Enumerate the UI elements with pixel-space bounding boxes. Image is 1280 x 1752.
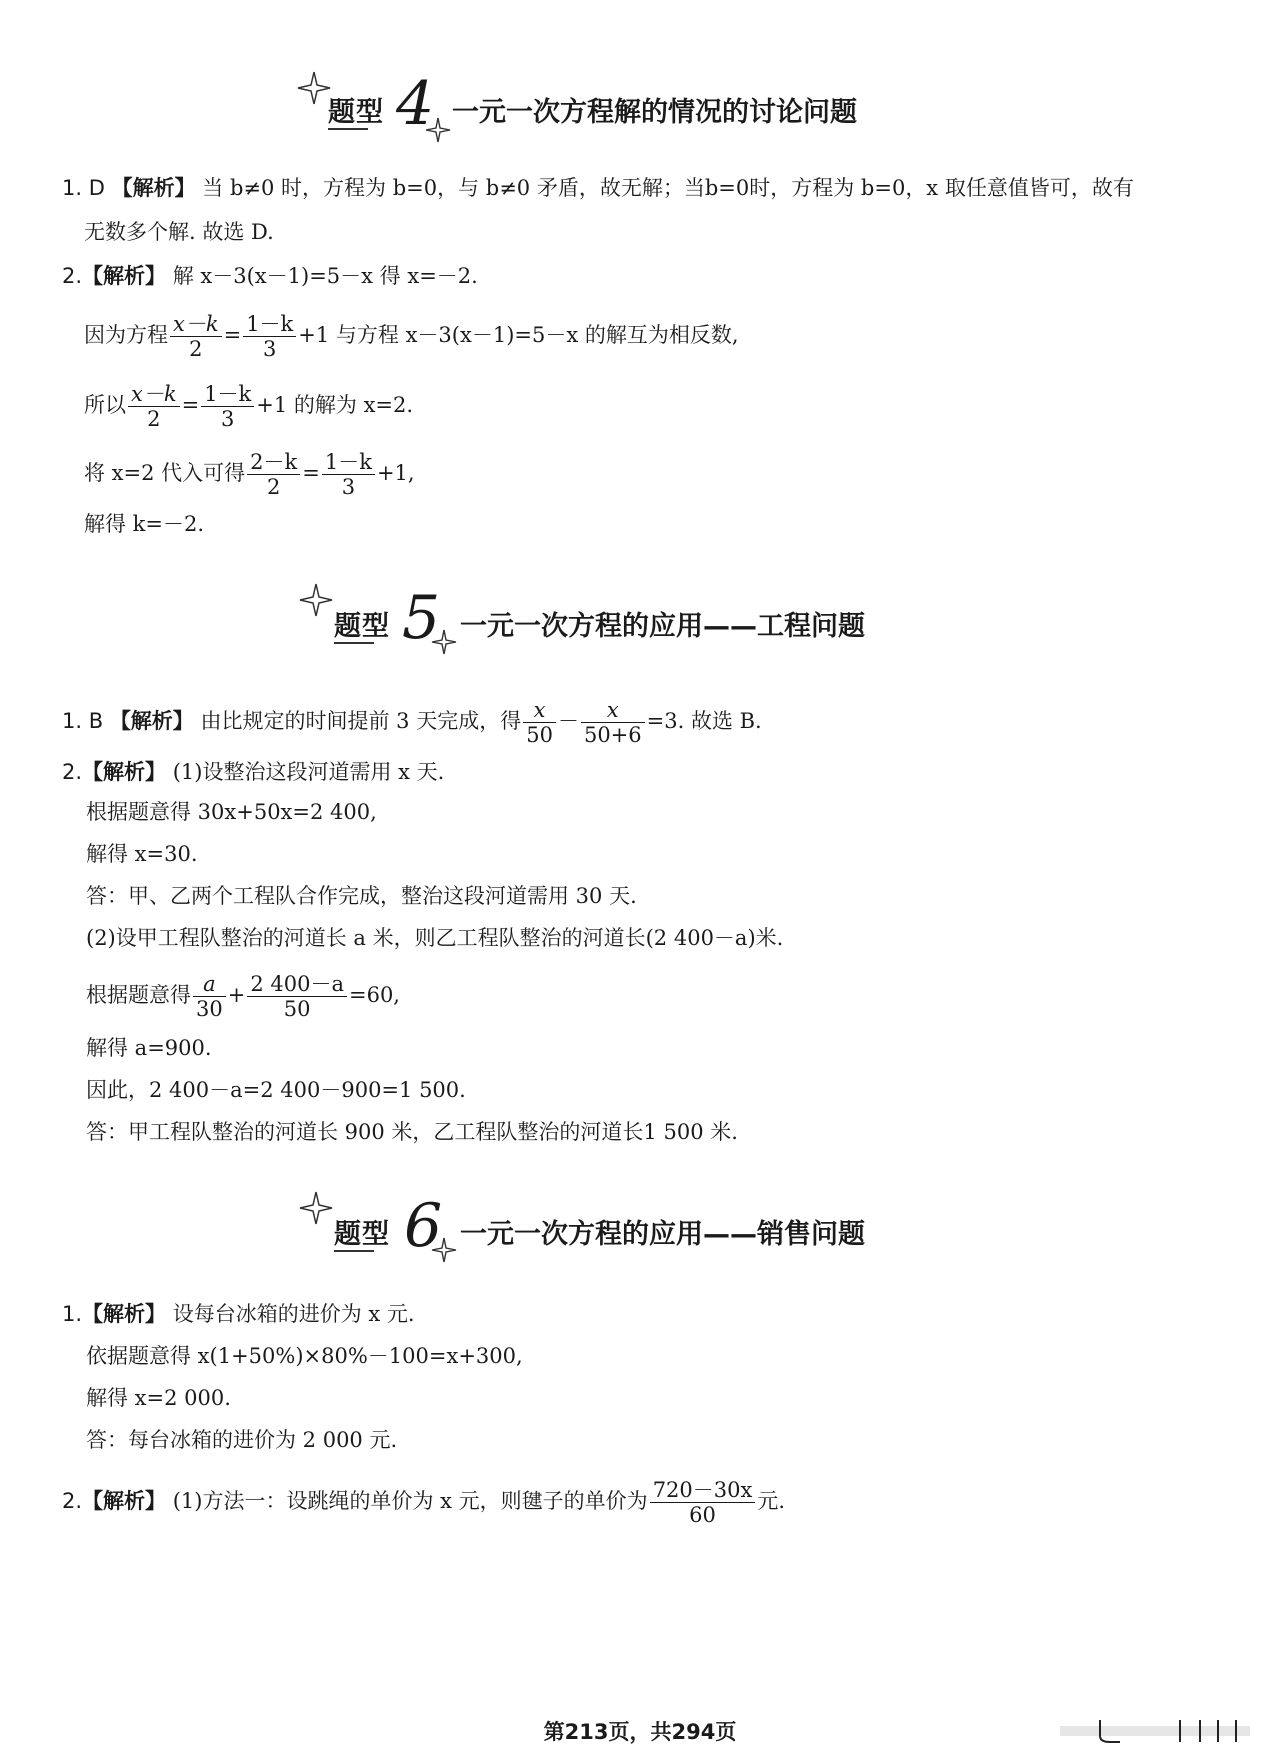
text-segment: 将 x=2 代入可得	[84, 461, 246, 485]
numerator: 1－k	[243, 312, 296, 337]
analysis-tag: 【解析】	[82, 760, 167, 784]
text-segment: －	[557, 709, 579, 733]
denominator: 2	[147, 407, 161, 431]
section-heading-4	[0, 68, 1280, 148]
fraction	[650, 1478, 756, 1527]
denominator: 60	[689, 1503, 716, 1527]
numerator: 2 400－a	[247, 972, 347, 997]
denominator: 3	[263, 337, 277, 361]
answer-text: 因此，2 400－a=2 400－900=1 500.	[86, 1078, 466, 1102]
section-number: 6	[404, 1191, 443, 1261]
text-segment: =	[302, 461, 320, 485]
s6-q1-line3	[86, 1384, 231, 1412]
section-prefix: 题型	[328, 97, 384, 128]
answer-text: 答：甲、乙两个工程队合作完成，整治这段河道需用 30 天.	[86, 884, 637, 908]
text-segment: 元.	[757, 1489, 786, 1513]
answer-text: (2)设甲工程队整治的河道长 a 米，则乙工程队整治的河道长(2 400－a)米.	[86, 926, 784, 950]
answer-text: 答：每台冰箱的进价为 2 000 元.	[86, 1428, 398, 1452]
section-number: 4	[396, 69, 435, 139]
scan-edge-marks	[1060, 1712, 1250, 1748]
numerator: x	[523, 698, 556, 723]
text-segment: (1)方法一：设跳绳的单价为 x 元，则毽子的单价为	[172, 1489, 648, 1513]
text-segment: 所以	[84, 393, 126, 417]
fraction	[247, 450, 300, 499]
fraction	[523, 698, 556, 747]
fraction	[247, 972, 347, 1021]
answer-text: 答：甲工程队整治的河道长 900 米，乙工程队整治的河道长1 500 米.	[86, 1120, 738, 1144]
fraction	[201, 382, 254, 431]
section-title: 一元一次方程解的情况的讨论问题	[452, 97, 857, 128]
text-segment: 由比规定的时间提前 3 天完成，得	[200, 709, 522, 733]
denominator: 3	[221, 407, 235, 431]
fraction	[193, 972, 226, 1021]
s4-q2-line4	[84, 450, 415, 499]
s4-q1-line2	[84, 218, 274, 246]
text-segment: =	[223, 323, 242, 347]
analysis-tag: 【解析】	[111, 176, 196, 200]
numerator: 1－k	[322, 450, 375, 475]
numerator: a	[193, 972, 226, 997]
text-segment: +	[227, 983, 246, 1007]
answer-text: 解得 k=－2.	[84, 512, 205, 536]
sparkle-icon	[298, 1190, 334, 1226]
page-footer: 第213页，共294页	[543, 1720, 737, 1744]
numerator: 2－k	[247, 450, 300, 475]
fraction	[581, 698, 645, 747]
answer-text: 无数多个解. 故选 D.	[84, 220, 274, 244]
s4-q2-line2	[84, 312, 739, 361]
s5-q2-line9	[86, 1118, 738, 1146]
section-heading-5	[0, 582, 1280, 662]
text-segment: =3. 故选 B.	[646, 709, 762, 733]
denominator: 50	[283, 997, 311, 1021]
denominator: 3	[341, 475, 356, 499]
text-segment: 因为方程	[84, 323, 168, 347]
numerator: 1－k	[201, 382, 254, 407]
sparkle-icon	[296, 70, 332, 106]
text-segment: 根据题意得	[86, 983, 191, 1007]
denominator: 50+6	[583, 723, 642, 747]
s5-q2-line5	[86, 924, 783, 952]
denominator: 2	[189, 337, 203, 361]
numerator: x	[581, 698, 645, 723]
s5-q1-line1	[62, 698, 762, 747]
answer-text: 解得 a=900.	[86, 1036, 212, 1060]
s5-q2-line6	[86, 972, 400, 1021]
s5-q2-line4	[86, 882, 637, 910]
analysis-tag: 【解析】	[82, 1302, 167, 1326]
section-prefix: 题型	[334, 611, 390, 642]
fraction	[243, 312, 296, 361]
text-segment: +1 的解为 x=2.	[256, 393, 414, 417]
question-number: 2.	[62, 264, 83, 288]
denominator: 50	[526, 723, 553, 747]
s4-q2-line1	[62, 262, 478, 290]
heading-underline	[328, 128, 368, 130]
s6-q1-line2	[86, 1342, 523, 1370]
numerator: 720－30x	[650, 1478, 756, 1503]
numerator: x－k	[170, 312, 222, 337]
section-heading-6	[0, 1190, 1280, 1270]
answer-text: 根据题意得 30x+50x=2 400,	[86, 800, 377, 824]
text-segment: =	[181, 393, 200, 417]
s5-q2-line2	[86, 798, 377, 826]
s6-q1-line1	[62, 1300, 415, 1328]
s4-q2-line5	[84, 510, 204, 538]
section-title: 一元一次方程的应用——销售问题	[460, 1219, 865, 1250]
fraction	[128, 382, 180, 431]
fraction	[170, 312, 222, 361]
text-segment: +1 与方程 x－3(x－1)=5－x 的解互为相反数,	[298, 323, 739, 347]
analysis-tag: 【解析】	[82, 1489, 167, 1513]
section-title: 一元一次方程的应用——工程问题	[460, 611, 865, 642]
heading-underline	[334, 1250, 374, 1252]
question-number: 1. B	[62, 709, 104, 733]
denominator: 30	[196, 997, 223, 1021]
answer-text: 解 x－3(x－1)=5－x 得 x=－2.	[172, 264, 478, 288]
denominator: 2	[267, 475, 281, 499]
heading-underline	[334, 642, 374, 644]
sparkle-icon	[298, 582, 334, 618]
s4-q1-line1	[62, 174, 1134, 202]
question-number: 1. D	[62, 176, 105, 200]
question-number: 2.	[62, 1489, 83, 1513]
question-number: 1.	[62, 1302, 83, 1326]
s5-q2-line1	[62, 758, 444, 786]
s5-q2-line3	[86, 840, 198, 868]
s5-q2-line8	[86, 1076, 466, 1104]
answer-text: 解得 x=30.	[86, 842, 198, 866]
s5-q2-line7	[86, 1034, 212, 1062]
answer-text: 设每台冰箱的进价为 x 元.	[172, 1302, 415, 1326]
answer-text: 解得 x=2 000.	[86, 1386, 231, 1410]
question-number: 2.	[62, 760, 83, 784]
answer-text: (1)设整治这段河道需用 x 天.	[172, 760, 445, 784]
s6-q2-line1	[62, 1478, 785, 1527]
s4-q2-line3	[84, 382, 413, 431]
section-number: 5	[402, 583, 441, 653]
answer-text: 依据题意得 x(1+50%)×80%－100=x+300,	[86, 1344, 523, 1368]
numerator: x－k	[128, 382, 180, 407]
answer-text: 当 b≠0 时，方程为 b=0，与 b≠0 矛盾，故无解；当b=0时，方程为 b=0，x 取任意值皆可，故有	[202, 176, 1134, 200]
s6-q1-line4	[86, 1426, 397, 1454]
text-segment: =60,	[348, 983, 400, 1007]
analysis-tag: 【解析】	[82, 264, 167, 288]
fraction	[322, 450, 375, 499]
section-prefix: 题型	[334, 1219, 390, 1250]
text-segment: +1,	[376, 461, 415, 485]
analysis-tag: 【解析】	[109, 709, 194, 733]
